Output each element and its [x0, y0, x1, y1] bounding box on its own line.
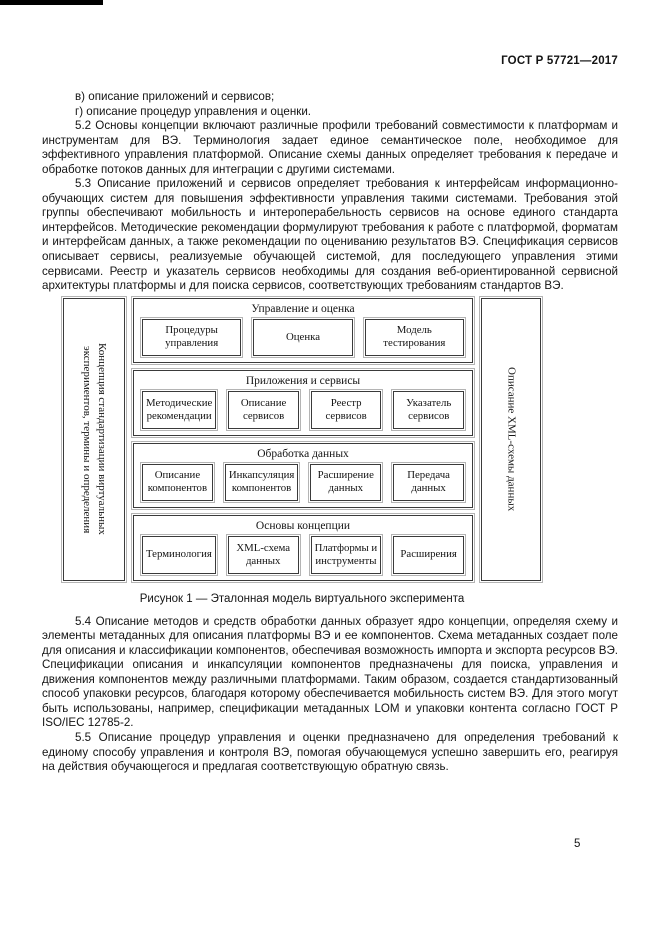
- figure-diagram: [63, 298, 541, 581]
- figure-box: Описание сервисов: [228, 391, 299, 429]
- figure-1: [63, 298, 541, 605]
- left-sidebar-line-1: Концепция стандартизации виртуальных: [96, 343, 108, 536]
- figure-box: Модель тестирования: [365, 319, 464, 357]
- figure-left-sidebar: [63, 298, 125, 581]
- figure-left-sidebar-label: [79, 343, 109, 535]
- figure-box: XML-схема данных: [228, 536, 299, 574]
- page-number: 5: [574, 838, 581, 850]
- figure-box: Инкапсуляция компонентов: [225, 464, 299, 502]
- group-boxes: [142, 319, 464, 357]
- left-sidebar-line-2: экспериментов, термины и определения: [81, 345, 93, 533]
- figure-box: Процедуры управления: [142, 319, 241, 357]
- paragraph-5-2: 5.2 Основы концепции включают различные профили требований совместимости к платформам и инструментам для ВЭ. Терминология задает единое семантическое поле, необходимое для эффективного управления платформой. Описание схемы данных определяет требования к передаче и обработке потоков данных для интеграции с другими системами.: [42, 119, 618, 176]
- group-title: Обработка данных: [257, 447, 349, 460]
- standard-code-header: ГОСТ Р 57721—2017: [501, 55, 618, 67]
- figure-box: Передача данных: [393, 464, 464, 502]
- group-title: Приложения и сервисы: [245, 375, 361, 388]
- page-content: [42, 90, 618, 775]
- paragraph-5-4: 5.4 Описание методов и средств обработки данных образует ядро концепции, определяя схему и элементы метаданных для описания платформы ВЭ и ее компонентов. Схема метаданных создает поле для описания и классификации компонентов, обеспечивая возможность импорта и экспорта ресурсов ВЭ. Спецификации описания и инкапсуляции компонентов предназначены для поиска, управления и движения компонентов между различными платформами. Таким образом, создается стандартизованный способ упаковки ресурсов, благодаря которому обеспечивается мобильность систем ВЭ. Для этого могут быть использованы, например, спецификации метаданных LOM и упаковки контента согласно ГОСТ Р ISO/IEC 12785-2.: [42, 614, 618, 730]
- group-boxes: [142, 391, 464, 429]
- figure-box: Описание компонентов: [142, 464, 213, 502]
- group-title: Управление и оценка: [251, 302, 355, 315]
- figure-box: Реестр сервисов: [311, 391, 382, 429]
- figure-box: Расширение данных: [310, 464, 381, 502]
- figure-group-applications: [133, 370, 473, 436]
- list-item-v: в) описание приложений и сервисов;: [75, 90, 275, 103]
- figure-groups-column: [133, 298, 473, 581]
- scan-artifact-strip: [0, 0, 103, 5]
- paragraph-5-5: 5.5 Описание процедур управления и оценки предназначено для определения требований к единому способу управления и контроля ВЭ, помогая обучающемуся успешно завершить его, реагируя на действия обучающегося и предлагая соответствующую обратную связь.: [42, 731, 618, 774]
- figure-box: Терминология: [142, 536, 216, 574]
- right-sidebar-line: Описание XML-схемы данных: [505, 367, 518, 512]
- figure-right-sidebar: [481, 298, 541, 581]
- figure-box: Методические рекомендации: [142, 391, 216, 429]
- group-title: Основы концепции: [255, 520, 351, 533]
- group-boxes: [142, 464, 464, 502]
- figure-box: Указатель сервисов: [393, 391, 464, 429]
- group-boxes: [142, 536, 464, 574]
- list-item-g: г) описание процедур управления и оценки.: [75, 104, 312, 118]
- figure-box: Оценка: [253, 319, 352, 357]
- figure-caption: Рисунок 1 — Эталонная модель виртуального эксперимента: [139, 592, 465, 605]
- figure-group-management: [133, 298, 473, 364]
- figure-box: Расширения: [393, 536, 464, 574]
- figure-box: Платформы и инструменты: [311, 536, 382, 574]
- figure-group-concept-basics: [133, 515, 473, 581]
- paragraph-5-3: 5.3 Описание приложений и сервисов определяет требования к интерфейсам информационно-обучающих систем для повышения эффективности управления такими системами. Требования этой группы обеспечивают мобильность и интероперабельность сервисов на основе единого стандарта интерфейсов. Методические рекомендации формулируют требования к работе с платформой, форматам и интерфейсам данных, а также рекомендации по оцениванию результатов ВЭ. Спецификация сервисов описывает сервисы, реализуемые обучающей системой, для последующего управления этими сервисами. Реестр и указатель сервисов необходимы для создания веб-ориентированной сервисной архитектуры платформы и для поиска сервисов, соответствующих требованиям стандартов ВЭ.: [42, 177, 618, 293]
- figure-right-sidebar-label: [504, 367, 519, 511]
- figure-group-data-processing: [133, 443, 473, 509]
